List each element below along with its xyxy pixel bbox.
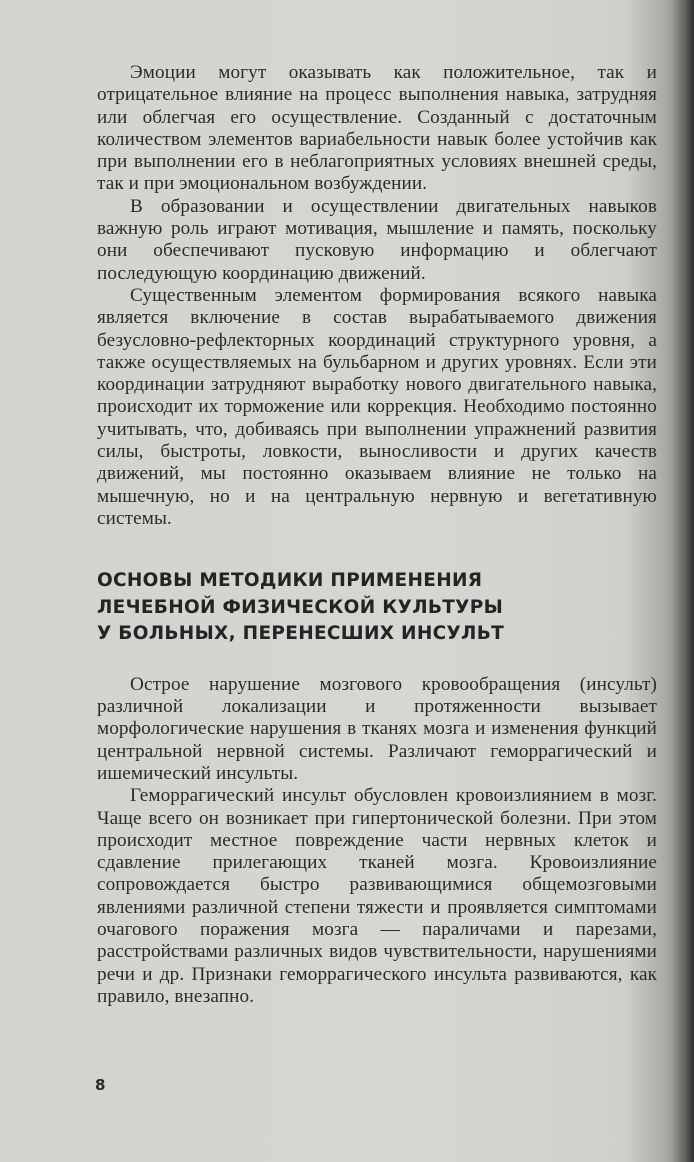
page-content <box>97 62 657 1008</box>
heading-line-1: ОСНОВЫ МЕТОДИКИ ПРИМЕНЕНИЯ <box>97 570 483 592</box>
paragraph-hemorrhagic-stroke: Геморрагический инсульт обусловлен кровоизлиянием в мозг. Чаще всего он возникает при гипертонической болезни. При этом происходит местное повреждение части нервных клеток и сдавление прилегающих тканей мозга. Кровоизлияние сопровождается быстро развивающимися общемозговыми явлениями различной степени тяжести и проявляется симптомами очагового поражения мозга — параличами и парезами, расстройствами различных видов чувствительности, нарушениями речи и др. Признаки геморрагического инсульта развиваются, как правило, внезапно. <box>97 785 657 1007</box>
section-heading <box>97 568 657 648</box>
paragraph-emotions: Эмоции могут оказывать как положительное, так и отрицательное влияние на процесс выполнения навыка, затрудняя или облегчая его осуществление. Созданный с достаточным количеством элементов вариабельности навык более устойчив как при выполнении его в неблагоприятных условиях внешней среды, так и при эмоциональном возбуждении. <box>97 62 657 195</box>
heading-line-3: У БОЛЬНЫХ, ПЕРЕНЕСШИХ ИНСУЛЬТ <box>97 623 505 645</box>
page-number: 8 <box>95 1076 106 1094</box>
paragraph-motivation: В образовании и осуществлении двигательных навыков важную роль играют мотивация, мышление и память, поскольку они обеспечивают пусковую информацию и облегчают последующую координацию движений. <box>97 195 657 284</box>
heading-line-2: ЛЕЧЕБНОЙ ФИЗИЧЕСКОЙ КУЛЬТУРЫ <box>97 596 504 618</box>
paragraph-stroke-intro: Острое нарушение мозгового кровообращения (инсульт) различной локализации и протяженности вызывает морфологические нарушения в тканях мозга и изменения функций центральной нервной системы. Различают геморрагический и ишемический инсульты. <box>97 673 657 784</box>
page-binding-shadow <box>672 0 694 1162</box>
paragraph-coordination: Существенным элементом формирования всякого навыка является включение в состав вырабатываемого движения безусловно-рефлекторных координаций структурного уровня, а также осуществляемых на бульбарном и других уровнях. Если эти координации затрудняют выработку нового двигательного навыка, происходит их торможение или коррекция. Необходимо постоянно учитывать, что, добиваясь при выполнении упражнений развития силы, быстроты, ловкости, выносливости и других качеств движений, мы постоянно оказываем влияние не только на мышечную, но и на центральную нервную и вегетативную системы. <box>97 284 657 529</box>
